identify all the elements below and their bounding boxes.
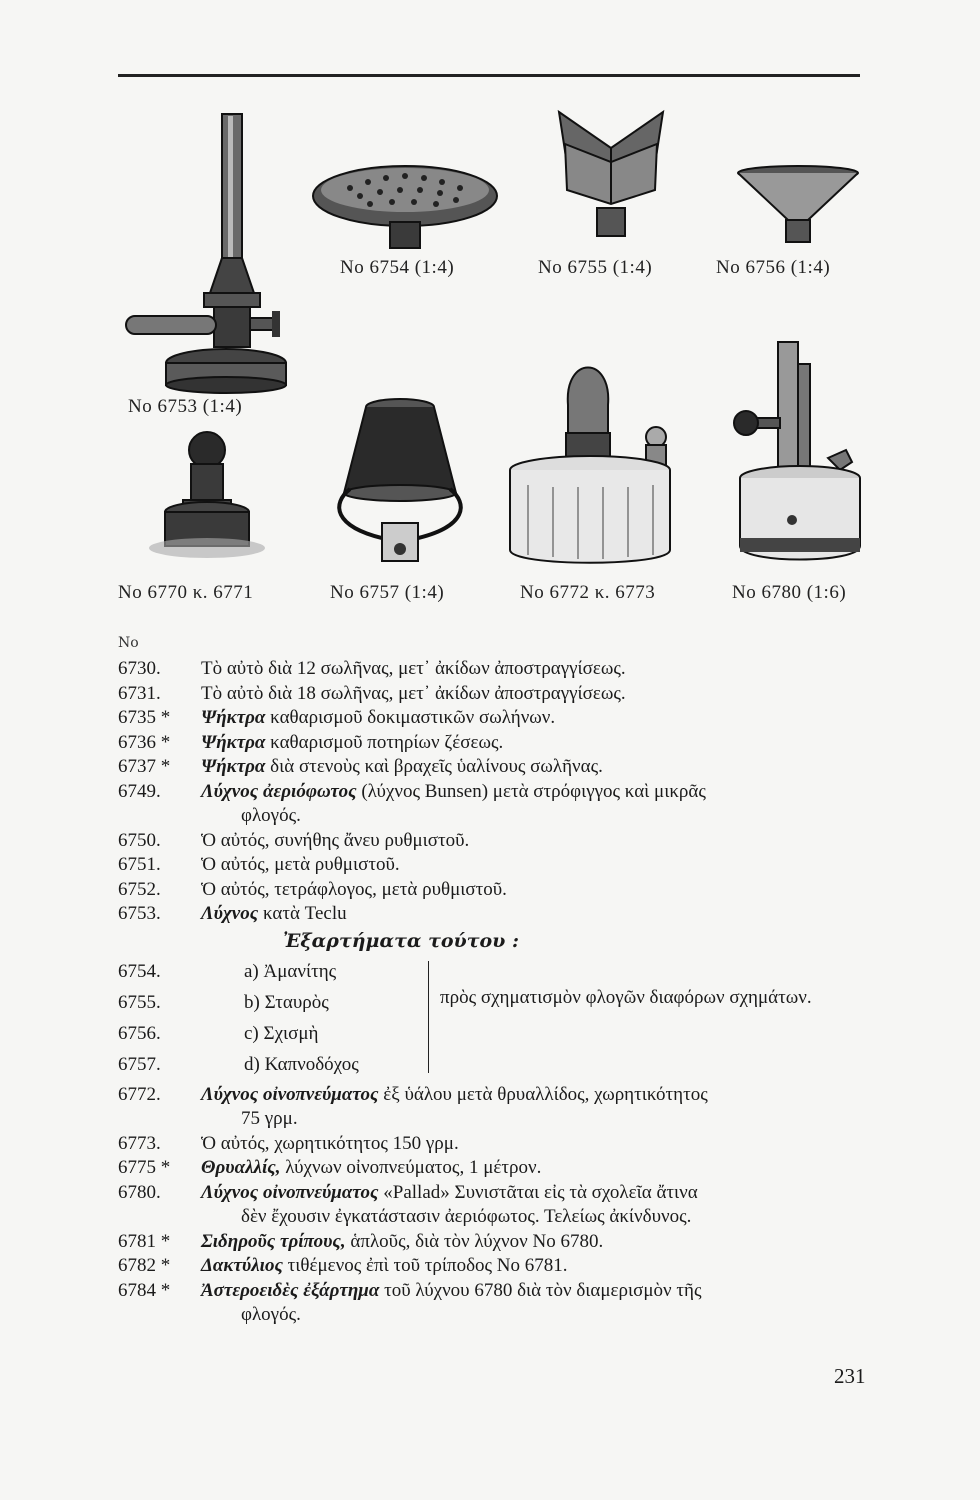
entry-text: ἐξ ὑάλου μετὰ θρυαλλίδος, χωρητικότητος	[383, 1083, 708, 1105]
number-column-header: No	[118, 635, 139, 651]
caption-6770: No 6770 κ. 6771	[118, 582, 254, 603]
accessory-label: c) Σχισμὴ	[244, 1022, 319, 1044]
entry-number: 6750.	[118, 829, 161, 851]
caption-6753: No 6753 (1:4)	[128, 396, 243, 417]
entry-row	[118, 902, 878, 927]
entry-number: 6753.	[118, 903, 161, 924]
mushroom-cap-illustration	[310, 160, 500, 252]
entry-continuation: 75 γρμ.	[241, 1108, 298, 1129]
accessory-label: b) Σταυρὸς	[244, 991, 329, 1013]
entry-term: Ψήκτρα	[201, 707, 266, 728]
accessory-group-note: πρὸς σχηματισμὸν φλογῶν διαφόρων σχημάτων.	[440, 986, 812, 1008]
entry-row	[118, 706, 878, 731]
chimney-attachment-illustration	[330, 393, 470, 573]
entry-number: 6756.	[118, 1022, 161, 1044]
entry-term: Θρυαλλίς,	[201, 1157, 281, 1178]
entry-number: 6731.	[118, 682, 161, 704]
entry-row	[118, 780, 878, 829]
entry-term: Λύχνος οἰνοπνεύματος	[201, 1181, 379, 1203]
pallad-lamp-illustration	[732, 338, 868, 570]
entry-number: 6730.	[118, 658, 161, 679]
bunsen-burner-illustration	[118, 108, 288, 398]
entry-number: 6737 *	[118, 756, 171, 777]
entry-number: 6780.	[118, 1181, 161, 1203]
entry-number: 6757.	[118, 1053, 161, 1075]
entry-number: 6751.	[118, 854, 161, 875]
entry-number: 6775 *	[118, 1157, 171, 1178]
entry-number: 6749.	[118, 780, 161, 802]
page-number: 231	[834, 1364, 866, 1388]
caption-6780: No 6780 (1:6)	[732, 582, 847, 603]
entry-text: Τὸ αὐτὸ διὰ 18 σωλῆνας, μετ᾽ ἀκίδων ἀποστραγγίσεως.	[201, 682, 626, 704]
entry-term: Σιδηροῦς τρίπους,	[201, 1230, 346, 1252]
caption-6772: No 6772 κ. 6773	[520, 582, 656, 603]
entry-text: ἁπλοῦς, διὰ τὸν λύχνον No 6780.	[350, 1230, 604, 1252]
caption-6757: No 6757 (1:4)	[330, 582, 445, 603]
entry-number: 6784 *	[118, 1279, 171, 1301]
entry-text: Ὁ αὐτός, τετράφλογος, μετὰ ρυθμιστοῦ.	[201, 878, 507, 900]
slit-attachment-illustration	[736, 164, 860, 244]
caption-6754: No 6754 (1:4)	[340, 257, 455, 278]
entry-term: Δακτύλιος	[201, 1255, 283, 1276]
entry-row	[118, 755, 878, 780]
entry-row	[118, 1156, 878, 1181]
entry-row	[118, 1132, 878, 1157]
cross-attachment-illustration	[555, 108, 667, 240]
top-rule	[118, 74, 860, 77]
entry-row	[118, 682, 878, 707]
entry-row	[118, 657, 878, 682]
entry-continuation: φλογός.	[241, 1304, 301, 1325]
entry-number: 6752.	[118, 878, 161, 900]
entry-row	[118, 731, 878, 756]
entry-text: τιθέμενος ἐπὶ τοῦ τρίποδος No 6781.	[287, 1255, 568, 1276]
entry-text: (λύχνος Bunsen) μετὰ στρόφιγγος καὶ μικρᾶς	[361, 780, 706, 802]
entry-term: Ψήκτρα	[201, 756, 266, 777]
entry-row	[118, 1181, 878, 1230]
entry-text: τοῦ λύχνου 6780 διὰ τὸν διαμερισμὸν τῆς	[384, 1279, 702, 1301]
entry-continuation: δὲν ἔχουσιν ἐγκατάστασιν ἀεριόφωτος. Τελείως ἀκίνδυνος.	[241, 1206, 692, 1227]
entry-term: Λύχνος οἰνοπνεύματος	[201, 1083, 379, 1105]
entry-text: λύχνων οἰνοπνεύματος, 1 μέτρον.	[285, 1157, 542, 1178]
entry-text: Ὁ αὐτός, μετὰ ρυθμιστοῦ.	[201, 854, 400, 875]
entry-text: καθαρισμοῦ δοκιμαστικῶν σωλήνων.	[270, 707, 556, 728]
entry-number: 6772.	[118, 1083, 161, 1105]
accessories-subheading: Ἐξαρτήματα τούτου :	[283, 929, 519, 952]
entry-row	[118, 829, 878, 854]
glass-spirit-lamp-illustration	[508, 345, 678, 570]
entry-text: «Pallad» Συνιστᾶται εἰς τὰ σχολεῖα ἄτινα	[383, 1181, 698, 1203]
entry-number: 6754.	[118, 960, 161, 982]
entry-text: Ὁ αὐτός, χωρητικότητος 150 γρμ.	[201, 1132, 459, 1154]
entry-text: καθαρισμοῦ ποτηρίων ζέσεως.	[270, 731, 504, 753]
accessory-label: d) Καπνοδόχος	[244, 1053, 359, 1075]
entry-number: 6781 *	[118, 1230, 171, 1252]
entry-number: 6755.	[118, 991, 161, 1013]
entry-row	[118, 1279, 878, 1328]
entry-row	[118, 1254, 878, 1279]
grouping-brace	[420, 961, 429, 1073]
entry-text: Τὸ αὐτὸ διὰ 12 σωλῆνας, μετ᾽ ἀκίδων ἀποστραγγίσεως.	[201, 658, 626, 679]
catalog-entries	[118, 635, 878, 1328]
caption-6756: No 6756 (1:4)	[716, 257, 831, 278]
entry-number: 6735 *	[118, 707, 171, 728]
entry-row	[118, 853, 878, 878]
entry-text: κατὰ Teclu	[262, 903, 347, 924]
weighted-holder-illustration	[145, 430, 275, 565]
entry-text: διὰ στενοὺς καὶ βραχεῖς ὑαλίνους σωλῆνας.	[270, 756, 603, 777]
entry-term: Ψήκτρα	[201, 731, 266, 753]
entry-term: Λύχνος	[201, 903, 259, 924]
entry-continuation: φλογός.	[241, 805, 301, 826]
caption-6755: No 6755 (1:4)	[538, 257, 653, 278]
entry-term: Ἀστεροειδὲς ἐξάρτημα	[201, 1279, 380, 1301]
entry-number: 6736 *	[118, 731, 171, 753]
accessory-label: a) Ἀμανίτης	[244, 960, 337, 982]
entry-text: Ὁ αὐτός, συνήθης ἄνευ ρυθμιστοῦ.	[201, 829, 470, 851]
entry-row	[118, 878, 878, 903]
entry-number: 6773.	[118, 1132, 161, 1154]
entry-row	[118, 1083, 878, 1132]
entry-row	[118, 1230, 878, 1255]
entry-number: 6782 *	[118, 1255, 171, 1276]
entry-term: Λύχνος ἀεριόφωτος	[201, 780, 357, 802]
accessory-group	[118, 955, 878, 1083]
